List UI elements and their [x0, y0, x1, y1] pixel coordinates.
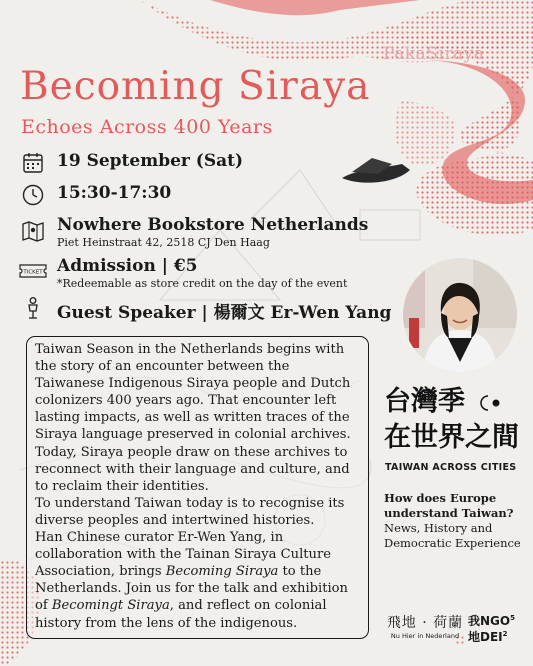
description-text: Han Chinese curator Er-Wen Yang, in collaboration with the Tainan Siraya Culture Association, brings [35, 530, 331, 580]
description-box [26, 336, 369, 639]
ticket-icon [18, 259, 48, 283]
boat-illustration [342, 158, 410, 183]
taiwan-season-heading [384, 384, 519, 456]
logo-text: 地 [468, 630, 481, 644]
info-admission [57, 256, 347, 290]
info-time [57, 183, 171, 203]
clock-icon [21, 183, 45, 207]
logo-text: DEI [480, 630, 503, 644]
speaker-photo [403, 258, 517, 372]
description-paragraph: To understand Taiwan today is to recognise its diverse peoples and intertwined histories. [35, 495, 345, 528]
calendar-icon [21, 151, 45, 175]
venue-name: Nowhere Bookstore Netherlands [57, 215, 369, 235]
footer-logo-right [468, 612, 515, 644]
exhibition-title: Becomingt Siraya [51, 598, 170, 614]
footer-left-en: Nu Hier in Nederland [390, 632, 460, 640]
admission-note: *Redeemable as store credit on the day of the event [57, 277, 348, 290]
description-text: , and reflect on colonial history from the lens of the indigenous. [35, 598, 327, 631]
time-text: 15:30-17:30 [57, 183, 172, 203]
info-speaker [57, 298, 391, 323]
question-block [384, 491, 529, 551]
description-text: to the Netherlands. Join us for the talk and exhibition of [35, 564, 348, 614]
footer-logo-left [384, 612, 466, 640]
footer-left-zh: 飛地 · 荷蘭 [386, 615, 464, 631]
question-subtitle: News, History and Democratic Experience [384, 521, 521, 550]
description-paragraph: Taiwan Season in the Netherlands begins with the story of an encounter between the Taiwanese Indigenous Siraya people and Dutch colonizers 400 years ago. That encounter left lasting impacts, as well as written traces of the Siraya language preserved in colonial archives. [35, 342, 351, 443]
info-date [57, 151, 243, 171]
speaker-icon [21, 296, 45, 320]
logo-text: 我 [468, 614, 481, 628]
description-paragraph: Today, Siraya people draw on these archives to reconnect with their language and culture, and to reclaim their identities. [35, 444, 350, 494]
speaker-text: Guest Speaker | 楊爾文 Er-Wen Yang [57, 303, 392, 323]
poster-title: Becoming Siraya [20, 64, 371, 109]
venue-address: Piet Heinstraat 42, 2518 CJ Den Haag [57, 236, 270, 249]
logo-text: 5 [510, 614, 515, 622]
taiwan-across-cities: TAIWAN ACROSS CITIES [385, 462, 517, 473]
poster-subtitle: Echoes Across 400 Years [21, 116, 273, 138]
map-icon [21, 219, 45, 243]
circle-dot-icon [474, 392, 504, 414]
brand-pakasiraya: PakaSiraya [383, 44, 485, 64]
admission-text: Admission | €5 [57, 256, 198, 276]
logo-text: NGO [480, 614, 511, 628]
zh-line-1: 台灣季 [384, 384, 519, 420]
exhibition-title: Becoming Siraya [165, 564, 279, 580]
description-paragraph [35, 529, 362, 632]
logo-text: 2 [502, 630, 508, 638]
question-title: How does Europe understand Taiwan? [384, 491, 514, 520]
date-text: 19 September (Sat) [57, 151, 244, 171]
info-location [57, 215, 368, 249]
zh-line-2: 在世界之間 [384, 422, 519, 453]
ticket-icon-label: TICKET [23, 269, 43, 276]
